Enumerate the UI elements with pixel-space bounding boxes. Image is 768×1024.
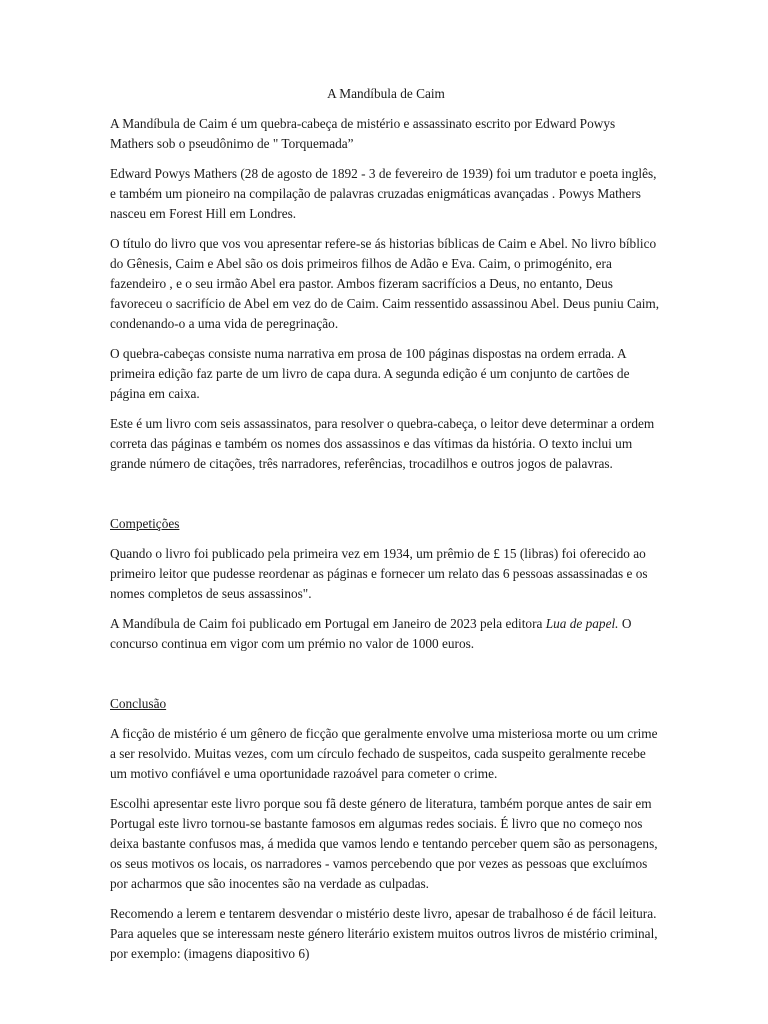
publisher-name: Lua de papel. xyxy=(545,616,619,631)
document-page xyxy=(110,84,662,974)
competicoes-heading: Competições xyxy=(110,516,180,531)
intro-paragraph-5: Este é um livro com seis assassinatos, para resolver o quebra-cabeça, o leitor deve determinar a ordem correta das páginas e também os nomes dos assassinos e das vítimas da história. O texto inclui um grande número de citações, três narradores, referências, trocadilhos e outros jogos de palavras. xyxy=(110,416,655,471)
intro-paragraph-4: O quebra-cabeças consiste numa narrativa em prosa de 100 páginas dispostas na ordem errada. A primeira edição faz parte de um livro de capa dura. A segunda edição é um conjunto de cartões de página em caixa. xyxy=(110,346,630,401)
conclusao-paragraph-3: Recomendo a lerem e tentarem desvendar o mistério deste livro, apesar de trabalhoso é de fácil leitura. Para aqueles que se interessam neste género literário existem muitos outros livros de mistério criminal, por exemplo: (imagens diapositivo 6) xyxy=(110,906,658,961)
section-spacer xyxy=(110,664,662,694)
competicoes-paragraph-1: Quando o livro foi publicado pela primeira vez em 1934, um prêmio de £ 15 (libras) foi oferecido ao primeiro leitor que pudesse reordenar as páginas e fornecer um relato das 6 pessoas assassinadas e os nomes completos de seus assassinos". xyxy=(110,546,648,601)
conclusao-heading: Conclusão xyxy=(110,696,167,711)
conclusao-paragraph-1: A ficção de mistério é um gênero de ficção que geralmente envolve uma misteriosa morte ou um crime a ser resolvido. Muitas vezes, com um círculo fechado de suspeitos, cada suspeito geralmente recebe um motivo confiável e uma oportunidade razoável para cometer o crime. xyxy=(110,726,658,781)
competicoes-p2-text: A Mandíbula de Caim foi publicado em Portugal em Janeiro de 2023 pela editora xyxy=(110,616,546,631)
intro-paragraph-2: Edward Powys Mathers (28 de agosto de 1892 - 3 de fevereiro de 1939) foi um tradutor e poeta inglês, e também um pioneiro na compilação de palavras cruzadas enigmáticas avançadas . Powys Mathers nasceu em Forest Hill em Londres. xyxy=(110,166,657,221)
intro-paragraph-3: O título do livro que vos vou apresentar refere-se ás historias bíblicas de Caim e Abel. No livro bíblico do Gênesis, Caim e Abel são os dois primeiros filhos de Adão e Eva. Caim, o primogénito, era fazendeiro , e o seu irmão Abel era pastor. Ambos fizeram sacrifícios a Deus, no entanto, Deus favoreceu o sacrifício de Abel em vez do de Caim. Caim ressentido assassinou Abel. Deus puniu Caim, condenando-o a uma vida de peregrinação. xyxy=(110,236,660,331)
competicoes-p2-text-end: O concurso continua em vigor com um prémio no valor de 1000 euros. xyxy=(110,616,632,651)
competicoes-paragraph-2 xyxy=(110,614,662,654)
intro-paragraph-1: A Mandíbula de Caim é um quebra-cabeça de mistério e assassinato escrito por Edward Powys Mathers sob o pseudônimo de " Torquemada” xyxy=(110,116,616,151)
document-title: A Mandíbula de Caim xyxy=(327,86,445,101)
section-spacer xyxy=(110,484,662,514)
conclusao-paragraph-2: Escolhi apresentar este livro porque sou fã deste género de literatura, também porque antes de sair em Portugal este livro tornou-se bastante famosos em algumas redes sociais. É livro que no começo nos deixa bastante confusos mas, á medida que vamos lendo e tentando perceber quem são as personagens, os seus motivos os locais, os narradores - vamos percebendo que por vezes as pessoas que excluímos por acharmos que são inocentes são na verdade as culpadas. xyxy=(110,796,658,891)
